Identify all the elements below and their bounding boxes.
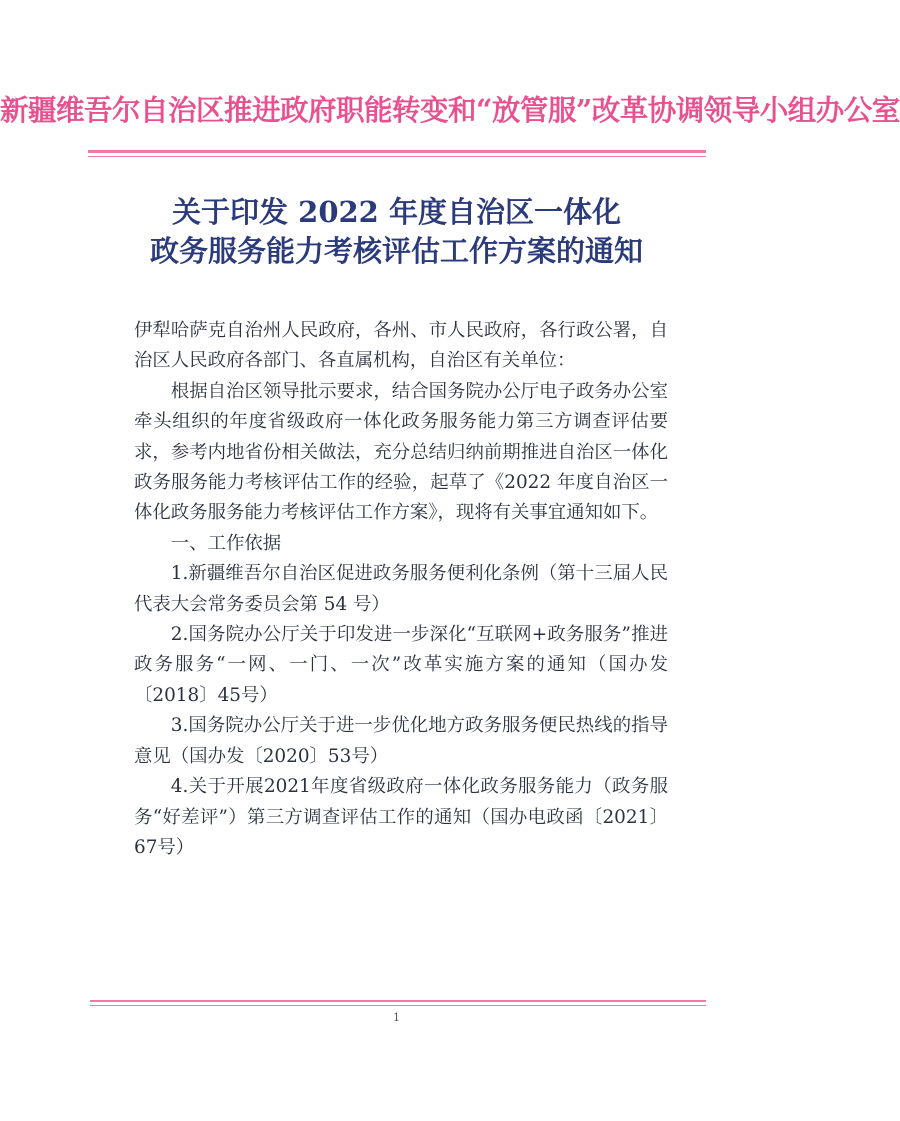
issuing-organization-header: 新疆维吾尔自治区推进政府职能转变和“放管服”改革协调领导小组办公室 <box>0 93 900 127</box>
document-body <box>134 316 668 863</box>
basis-item-1: 1.新疆维吾尔自治区促进政务服务便利化条例（第十三届人民代表大会常务委员会第 54 号） <box>134 563 668 615</box>
document-title-line-2: 政务服务能力考核评估工作方案的通知 <box>149 234 643 268</box>
document-title-line-1: 关于印发 2022 年度自治区一体化 <box>172 195 621 229</box>
basis-item-3: 3.国务院办公厅关于进一步优化地方政务服务便民热线的指导意见（国办发〔2020〕53号） <box>134 715 668 767</box>
basis-item-4: 4.关于开展2021年度省级政府一体化政务服务能力（政务服务“好差评”）第三方调查评估工作的通知（国办电政函〔2021〕67号） <box>134 776 668 858</box>
document-title <box>0 193 793 271</box>
section-heading-work-basis: 一、工作依据 <box>170 532 282 554</box>
intro-paragraph: 根据自治区领导批示要求，结合国务院办公厅电子政务办公室牵头组织的年度省级政府一体化政务服务能力第三方调查评估要求，参考内地省份相关做法，充分总结归纳前期推进自治区一体化政务服务能力考核评估工作的经验，起草了《2022 年度自治区一体化政务服务能力考核评估工作方案》，现将有关事宜通知如下。 <box>134 380 668 524</box>
header-red-rule <box>88 150 706 157</box>
basis-item-2: 2.国务院办公厅关于印发进一步深化“互联网+政务服务”推进政务服务“一网、一门、一次”改革实施方案的通知（国办发〔2018〕45号） <box>134 624 668 706</box>
addressee-paragraph: 伊犁哈萨克自治州人民政府，各州、市人民政府，各行政公署，自治区人民政府各部门、各直属机构，自治区有关单位： <box>134 320 668 372</box>
footer-red-rule <box>90 1000 706 1006</box>
page-number: 1 <box>393 1011 400 1024</box>
